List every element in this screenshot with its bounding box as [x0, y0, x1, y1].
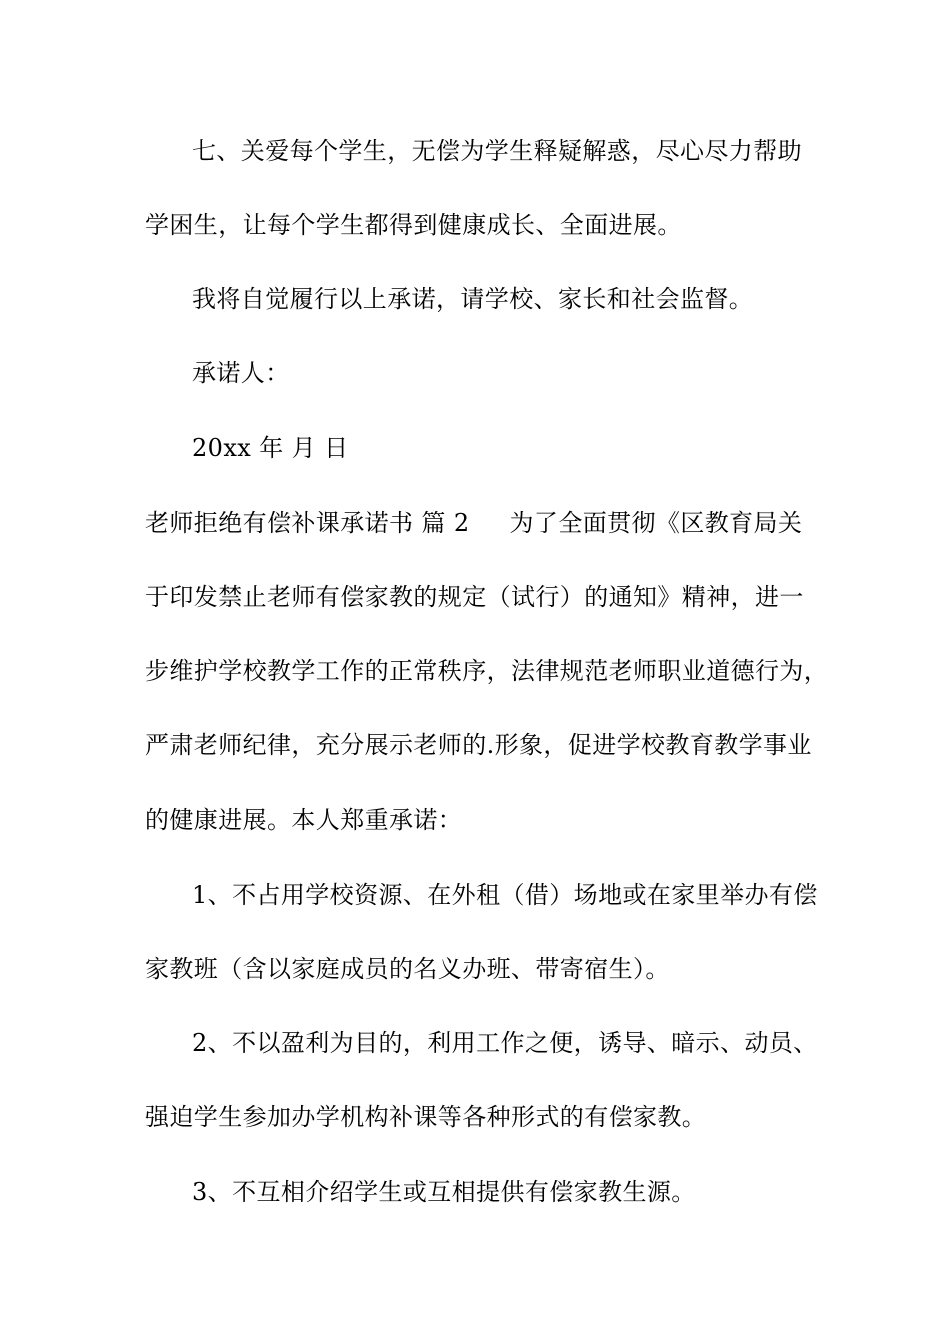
paragraph-7-line-1: 七、关爱每个学生，无偿为学生释疑解惑，尽心尽力帮助: [192, 137, 802, 165]
paragraph-7-line-2: 学困生，让每个学生都得到健康成长、全面进展。: [145, 211, 682, 239]
item-3-line-1: 3、不互相介绍学生或互相提供有偿家教生源。: [192, 1178, 696, 1206]
intro-line-5: 的健康进展。本人郑重承诺：: [145, 806, 463, 834]
intro-line-1: 为了全面贯彻《区教育局关: [509, 509, 803, 537]
item-1-line-1: 1、不占用学校资源、在外租（借）场地或在家里举办有偿: [192, 881, 818, 909]
item-1-line-2: 家教班（含以家庭成员的名义办班、带寄宿生）。: [145, 955, 670, 983]
intro-line-3: 步维护学校教学工作的正常秩序，法律规范老师职业道德行为，: [145, 657, 829, 685]
promisor-label: 承诺人：: [192, 359, 290, 387]
commitment-statement: 我将自觉履行以上承诺，请学校、家长和社会监督。: [192, 285, 754, 313]
item-2-line-1: 2、不以盈利为目的，利用工作之便，诱导、暗示、动员、: [192, 1029, 818, 1057]
intro-line-2: 于印发禁止老师有偿家教的规定（试行）的通知》精神，进一: [145, 583, 804, 611]
date-line: 20xx 年 月 日: [192, 434, 349, 462]
section-2-title: 老师拒绝有偿补课承诺书 篇 2: [145, 509, 470, 537]
intro-line-4: 严肃老师纪律，充分展示老师的.形象，促进学校教育教学事业: [145, 731, 812, 759]
section-2-heading-line: [145, 506, 802, 540]
item-2-line-2: 强迫学生参加办学机构补课等各种形式的有偿家教。: [145, 1103, 707, 1131]
